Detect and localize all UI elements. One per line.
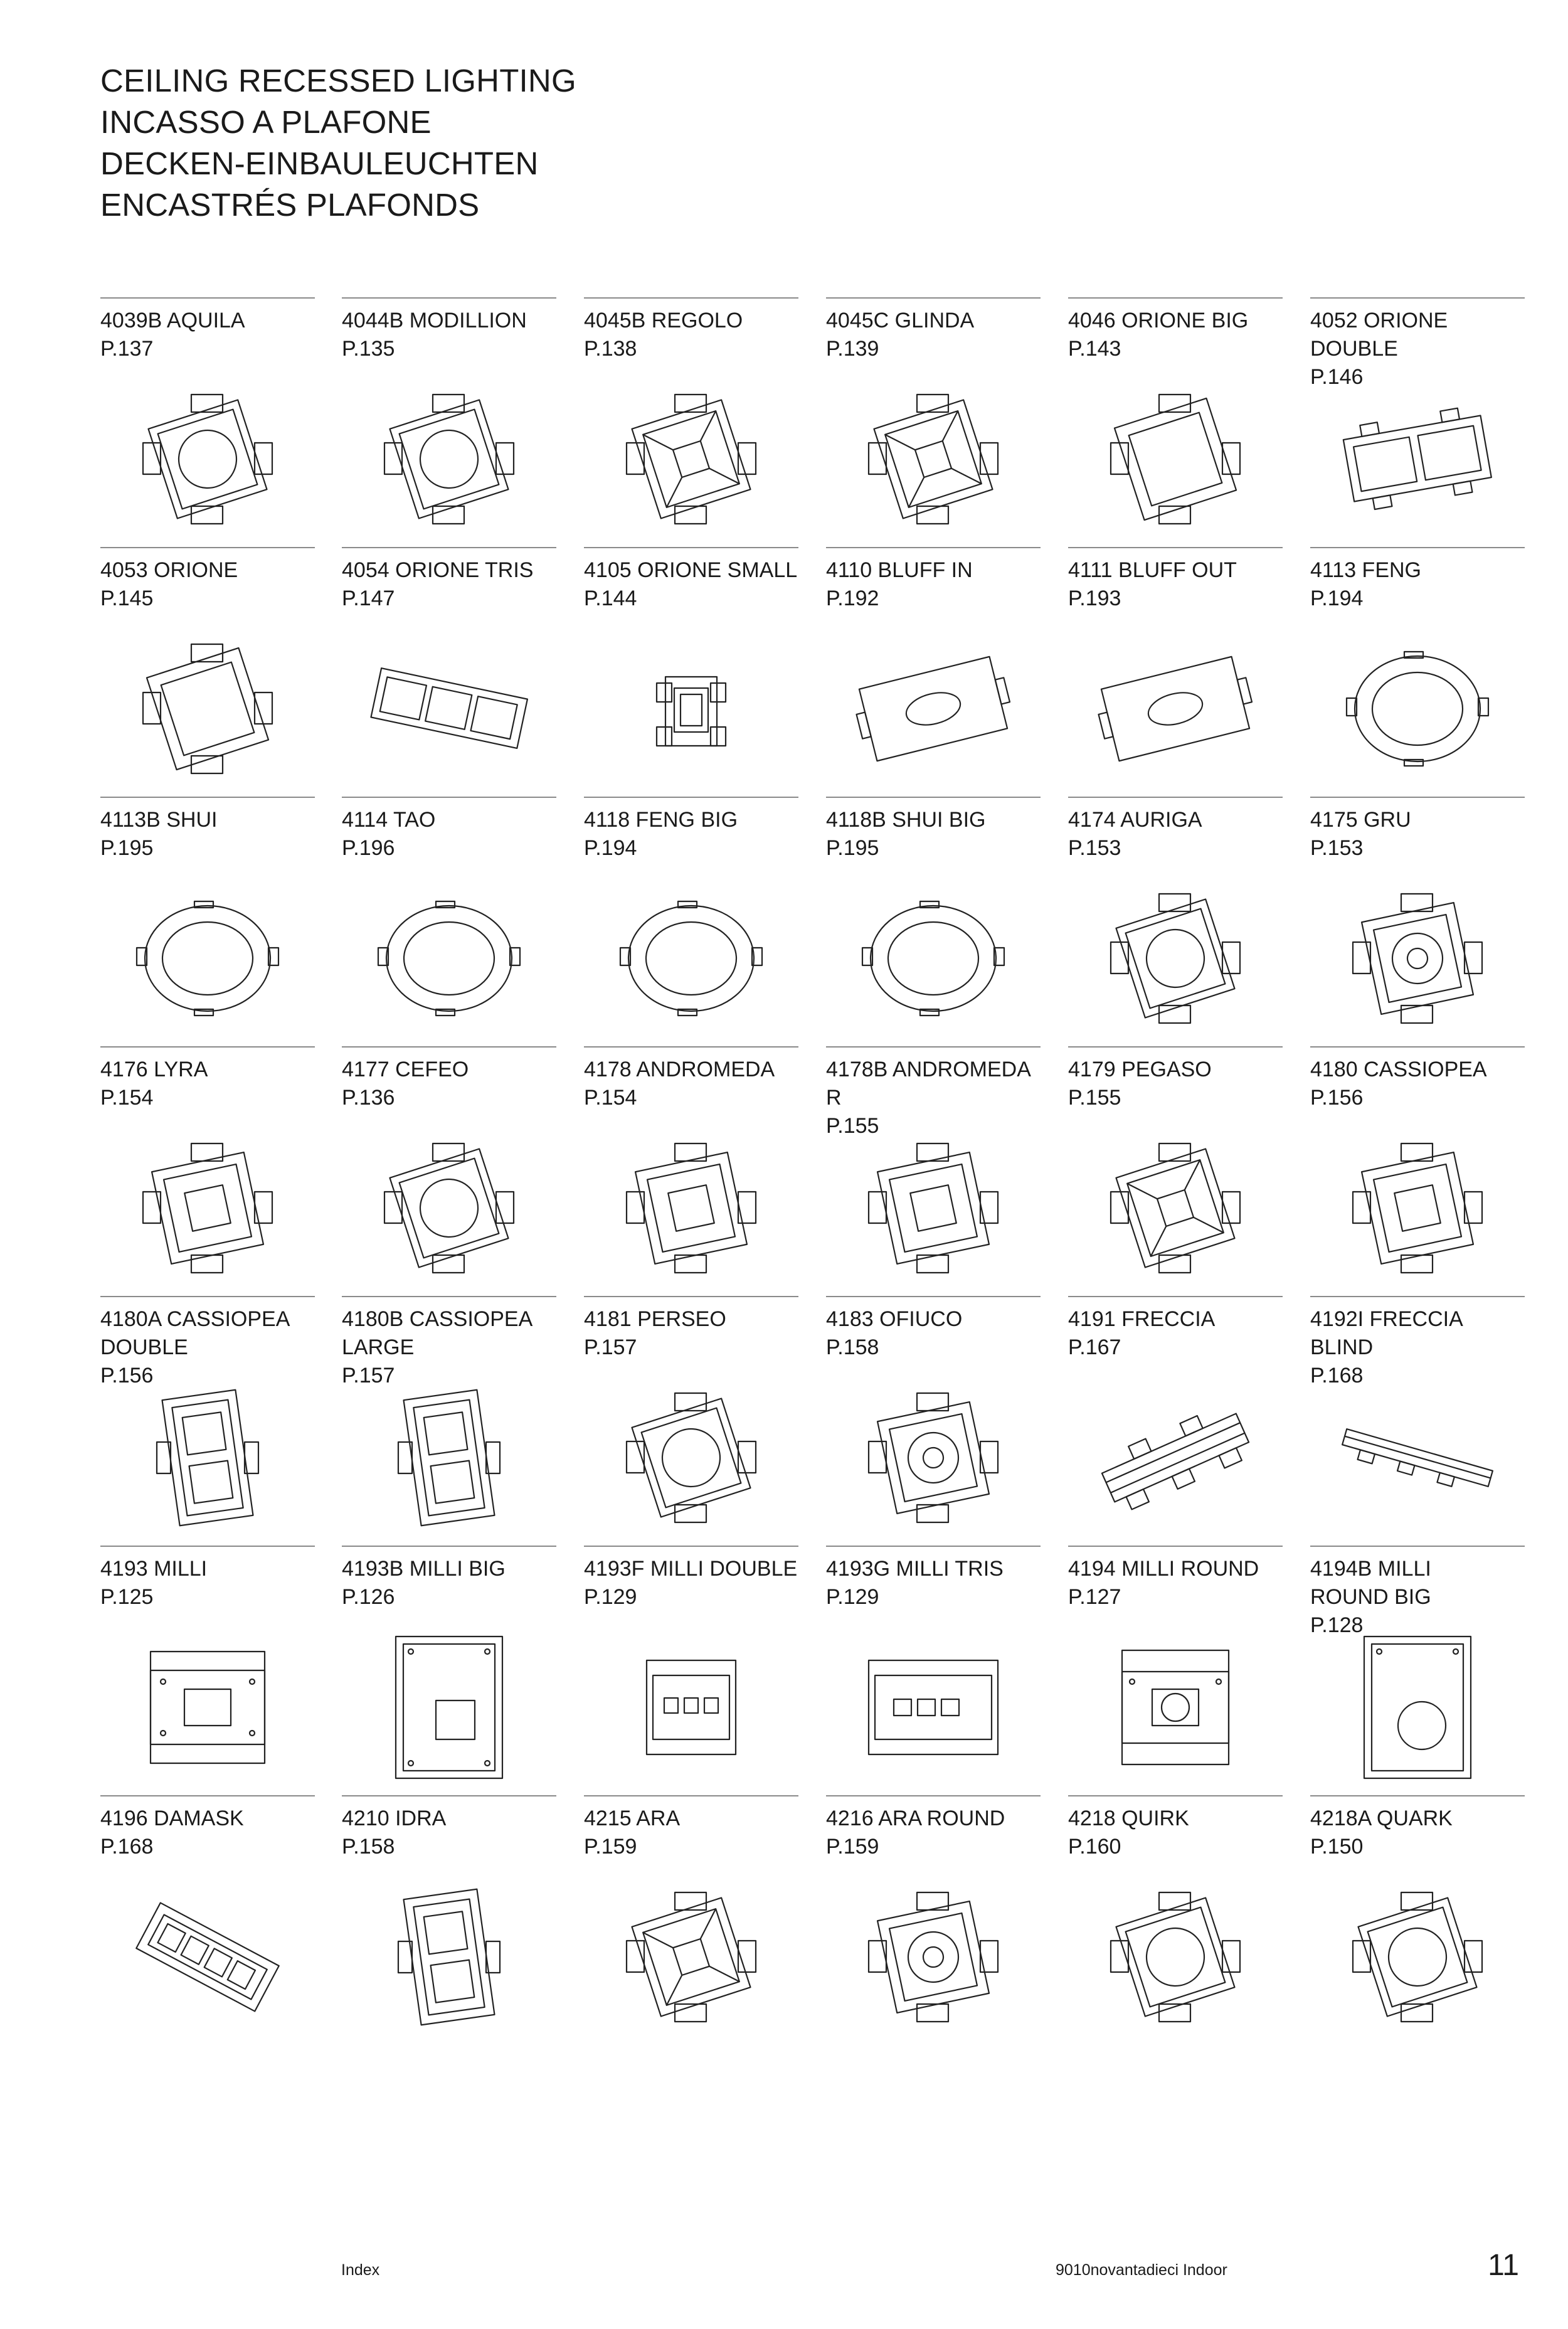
product-page-ref: P.143 <box>1068 337 1121 361</box>
product-entry <box>100 547 315 794</box>
round-ring-icon <box>132 883 283 1034</box>
title-line-en: CEILING RECESSED LIGHTING <box>100 63 576 98</box>
product-code: 4113B SHUI <box>100 808 218 832</box>
product-page-ref: P.167 <box>1068 1335 1121 1359</box>
product-entry <box>826 1546 1041 1793</box>
product-page-ref: P.156 <box>100 1364 154 1387</box>
product-page-ref: P.155 <box>826 1114 879 1138</box>
product-code: 4193B MILLI BIG <box>342 1557 506 1581</box>
product-entry <box>100 297 315 544</box>
tall-double-icon <box>373 1382 525 1534</box>
plate-round-big-icon <box>1342 1631 1493 1783</box>
product-entry <box>342 547 556 794</box>
product-code: 4045B REGOLO <box>584 309 743 332</box>
product-code: 4192I FRECCIA BLIND <box>1310 1307 1462 1359</box>
product-page-ref: P.144 <box>584 586 637 610</box>
product-page-ref: P.138 <box>584 337 637 361</box>
product-entry <box>1310 1296 1525 1543</box>
product-entry <box>342 1046 556 1293</box>
product-page-ref: P.160 <box>1068 1835 1121 1859</box>
product-entry <box>342 297 556 544</box>
linear-long-icon <box>1342 1382 1493 1534</box>
product-page-ref: P.125 <box>100 1585 154 1609</box>
product-code: 4215 ARA <box>584 1806 681 1830</box>
product-page-ref: P.147 <box>342 586 395 610</box>
product-page-ref: P.168 <box>1310 1364 1364 1387</box>
product-code: 4118 FENG BIG <box>584 808 738 832</box>
product-page-ref: P.157 <box>584 1335 637 1359</box>
product-code: 4046 ORIONE BIG <box>1068 309 1249 332</box>
product-entry <box>342 1546 556 1793</box>
product-code: 4180 CASSIOPEA <box>1310 1058 1487 1081</box>
product-code: 4210 IDRA <box>342 1806 447 1830</box>
product-page-ref: P.155 <box>1068 1086 1121 1110</box>
plate-tris-icon <box>857 1631 1009 1783</box>
product-code: 4181 PERSEO <box>584 1307 726 1331</box>
product-entry <box>826 1046 1041 1293</box>
product-entry <box>1068 297 1283 544</box>
product-entry <box>1310 1795 1525 2042</box>
product-code: 4111 BLUFF OUT <box>1068 558 1237 582</box>
product-entry <box>826 1795 1041 2042</box>
product-code: 4193F MILLI DOUBLE <box>584 1557 798 1581</box>
product-entry <box>826 547 1041 794</box>
product-code: 4113 FENG <box>1310 558 1422 582</box>
product-code: 4193 MILLI <box>100 1557 208 1581</box>
square-round-hole-icon <box>373 1132 525 1284</box>
product-page-ref: P.137 <box>100 337 154 361</box>
product-code: 4191 FRECCIA <box>1068 1307 1216 1331</box>
product-page-ref: P.154 <box>584 1086 637 1110</box>
title-line-fr: ENCASTRÉS PLAFONDS <box>100 187 480 223</box>
tall-double-icon <box>373 1881 525 2033</box>
product-entry <box>342 797 556 1044</box>
product-page-ref: P.135 <box>342 337 395 361</box>
product-code: 4054 ORIONE TRIS <box>342 558 534 582</box>
page-number: 11 <box>1488 2249 1519 2282</box>
round-ring-icon <box>373 883 525 1034</box>
product-code: 4196 DAMASK <box>100 1806 244 1830</box>
square-pyramid-icon <box>615 1881 767 2033</box>
square-inner-square-icon <box>857 1132 1009 1284</box>
product-entry <box>1068 1296 1283 1543</box>
product-entry <box>1310 797 1525 1044</box>
product-page-ref: P.195 <box>826 836 879 860</box>
product-code: 4183 OFIUCO <box>826 1307 963 1331</box>
footer-brand: 9010novantadieci Indoor <box>1056 2261 1227 2279</box>
product-page-ref: P.196 <box>342 836 395 860</box>
plate-double-icon <box>615 1631 767 1783</box>
flat-oval-icon <box>1099 633 1251 785</box>
product-entry <box>1068 1795 1283 2042</box>
product-code: 4194B MILLI ROUND BIG <box>1310 1557 1431 1609</box>
product-page-ref: P.159 <box>826 1835 879 1859</box>
product-entry <box>826 1296 1041 1543</box>
linear-multi-icon <box>132 1881 283 2033</box>
product-entry <box>342 1795 556 2042</box>
triple-square-icon <box>373 633 525 785</box>
product-entry <box>1310 1546 1525 1793</box>
product-entry <box>100 1296 315 1543</box>
product-page-ref: P.194 <box>1310 586 1364 610</box>
product-page-ref: P.195 <box>100 836 154 860</box>
product-page-ref: P.193 <box>1068 586 1121 610</box>
product-page-ref: P.129 <box>584 1585 637 1609</box>
product-code: 4176 LYRA <box>100 1058 208 1081</box>
product-page-ref: P.194 <box>584 836 637 860</box>
square-inner-square-icon <box>132 1132 283 1284</box>
product-page-ref: P.146 <box>1310 365 1364 389</box>
flat-oval-icon <box>857 633 1009 785</box>
square-flat-icon <box>132 633 283 785</box>
tall-double-icon <box>132 1382 283 1534</box>
product-code: 4218A QUARK <box>1310 1806 1453 1830</box>
square-spot-icon <box>857 1382 1009 1534</box>
product-entry <box>584 547 798 794</box>
product-code: 4193G MILLI TRIS <box>826 1557 1004 1581</box>
square-round-hole-icon <box>132 383 283 535</box>
linear-profile-icon <box>1099 1382 1251 1534</box>
product-entry <box>100 1046 315 1293</box>
plate-round-icon <box>1099 1631 1251 1783</box>
product-entry <box>1068 797 1283 1044</box>
product-code: 4216 ARA ROUND <box>826 1806 1005 1830</box>
square-round-hole-icon <box>373 383 525 535</box>
product-page-ref: P.129 <box>826 1585 879 1609</box>
square-pyramid-icon <box>857 383 1009 535</box>
product-page-ref: P.157 <box>342 1364 395 1387</box>
product-page-ref: P.154 <box>100 1086 154 1110</box>
square-spot-icon <box>1342 883 1493 1034</box>
product-entry <box>1068 547 1283 794</box>
product-code: 4180B CASSIOPEA LARGE <box>342 1307 533 1359</box>
product-code: 4179 PEGASO <box>1068 1058 1212 1081</box>
square-round-hole-icon <box>615 1382 767 1534</box>
product-entry <box>100 797 315 1044</box>
title-line-de: DECKEN-EINBAULEUCHTEN <box>100 146 539 181</box>
square-pyramid-icon <box>615 383 767 535</box>
product-page-ref: P.127 <box>1068 1585 1121 1609</box>
plate-square-big-icon <box>373 1631 525 1783</box>
product-code: 4110 BLUFF IN <box>826 558 973 582</box>
product-entry <box>584 1046 798 1293</box>
square-spot-icon <box>857 1881 1009 2033</box>
title-line-it: INCASSO A PLAFONE <box>100 104 432 140</box>
product-code: 4218 QUIRK <box>1068 1806 1189 1830</box>
product-code: 4052 ORIONE DOUBLE <box>1310 309 1448 361</box>
product-entry <box>1068 1546 1283 1793</box>
product-page-ref: P.159 <box>584 1835 637 1859</box>
product-entry <box>584 297 798 544</box>
square-round-hole-icon <box>1099 883 1251 1034</box>
round-ring-icon <box>615 883 767 1034</box>
product-entry <box>100 1795 315 2042</box>
product-entry <box>342 1296 556 1543</box>
product-page-ref: P.153 <box>1310 836 1364 860</box>
product-entry <box>1310 1046 1525 1293</box>
product-code: 4177 CEFEO <box>342 1058 469 1081</box>
product-entry <box>584 1795 798 2042</box>
square-pyramid-icon <box>1099 1132 1251 1284</box>
product-code: 4053 ORIONE <box>100 558 238 582</box>
square-inner-square-icon <box>1342 1132 1493 1284</box>
product-code: 4118B SHUI BIG <box>826 808 986 832</box>
product-code: 4178B ANDROMEDA R <box>826 1058 1030 1110</box>
square-round-hole-icon <box>1099 1881 1251 2033</box>
product-page-ref: P.139 <box>826 337 879 361</box>
footer-section: Index <box>341 2261 380 2279</box>
product-code: 4180A CASSIOPEA DOUBLE <box>100 1307 290 1359</box>
product-entry <box>1310 297 1525 544</box>
product-page-ref: P.192 <box>826 586 879 610</box>
product-code: 4039B AQUILA <box>100 309 245 332</box>
square-round-hole-icon <box>1342 1881 1493 2033</box>
product-page-ref: P.136 <box>342 1086 395 1110</box>
product-code: 4045C GLINDA <box>826 309 975 332</box>
product-code: 4174 AURIGA <box>1068 808 1202 832</box>
product-entry <box>1068 1046 1283 1293</box>
product-code: 4044B MODILLION <box>342 309 527 332</box>
product-page-ref: P.156 <box>1310 1086 1364 1110</box>
product-page-ref: P.126 <box>342 1585 395 1609</box>
round-ring-icon <box>857 883 1009 1034</box>
product-code: 4194 MILLI ROUND <box>1068 1557 1259 1581</box>
double-square-icon <box>1342 383 1493 535</box>
small-square-icon <box>615 633 767 785</box>
product-code: 4105 ORIONE SMALL <box>584 558 798 582</box>
product-entry <box>826 297 1041 544</box>
product-entry <box>584 797 798 1044</box>
product-entry <box>584 1296 798 1543</box>
product-entry <box>100 1546 315 1793</box>
round-ring-icon <box>1342 633 1493 785</box>
product-code: 4114 TAO <box>342 808 436 832</box>
product-page-ref: P.168 <box>100 1835 154 1859</box>
product-code: 4175 GRU <box>1310 808 1411 832</box>
product-entry <box>826 797 1041 1044</box>
plate-square-icon <box>132 1631 283 1783</box>
page-title <box>100 60 576 226</box>
product-page-ref: P.153 <box>1068 836 1121 860</box>
square-flat-icon <box>1099 383 1251 535</box>
product-code: 4178 ANDROMEDA <box>584 1058 775 1081</box>
product-page-ref: P.145 <box>100 586 154 610</box>
product-page-ref: P.150 <box>1310 1835 1364 1859</box>
product-entry <box>1310 547 1525 794</box>
product-page-ref: P.158 <box>826 1335 879 1359</box>
product-page-ref: P.128 <box>1310 1613 1364 1637</box>
product-page-ref: P.158 <box>342 1835 395 1859</box>
product-entry <box>584 1546 798 1793</box>
square-inner-square-icon <box>615 1132 767 1284</box>
